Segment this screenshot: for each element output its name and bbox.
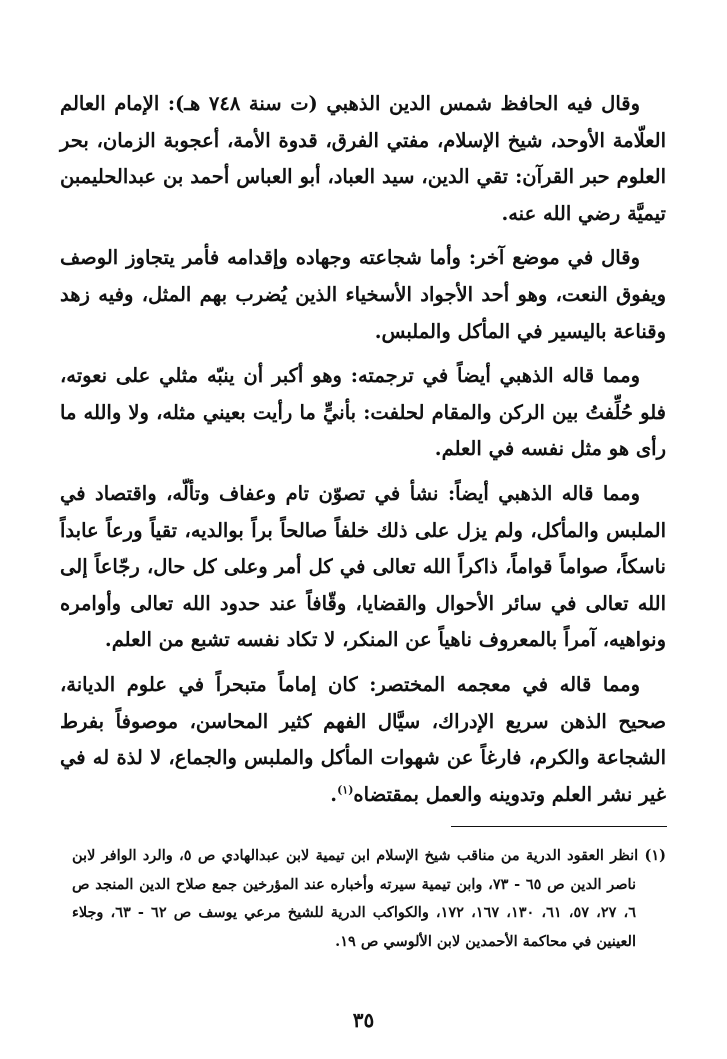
paragraph-mujam-text: ومما قاله في معجمه المختصر: كان إماماً متبحراً في علوم الديانة، صحيح الذهن سريع الإدراك، سيَّال الفهم كثير المحاسن، موصوفاً بفرط الشجاعة والكرم، فارغاً عن شهوات المأكل والملبس والجماع، لا لذة له في غير نشر العلم وتدوينه والعمل بمقتضاه bbox=[60, 672, 666, 806]
body-text bbox=[60, 86, 666, 821]
paragraph-courage: وقال في موضع آخر: وأما شجاعته وجهاده وإقدامه فأمر يتجاوز الوصف ويفوق النعت، وهو أحد الأجواد الأسخياء الذين يُضرب بهم المثل، وفيه زهد وقناعة باليسير في المأكل والملبس. bbox=[60, 246, 666, 343]
paragraph-upbringing: ومما قاله الذهبي أيضاً: نشأ في تصوّن تام وعفاف وتألّه، واقتصاد في الملبس والمأكل، ولم يزل على ذلك خلفاً صالحاً براً بوالديه، تقياً ورعاً عابداً ناسكاً، صواماً قواماً، ذاكراً الله تعالى في كل أمر وعلى كل حال، رجّاعاً إلى الله تعالى في سائر الأحوال والقضايا، وقّافاً عند حدود الله تعالى وأوامره ونواهيه، آمراً بالمعروف ناهياً عن المنكر، لا تكاد نفسه تشبع من العلم. bbox=[60, 481, 666, 652]
paragraph-mujam: ومما قاله في معجمه المختصر: كان إماماً متبحراً في علوم الديانة، صحيح الذهن سريع الإدراك، سيَّال الفهم كثير المحاسن، موصوفاً بفرط الشجاعة والكرم، فارغاً عن شهوات المأكل والملبس والجماع، لا لذة له في غير نشر العلم وتدوينه والعمل بمقتضاه$^{(١)}$. bbox=[60, 672, 666, 806]
page-number: ٣٥ bbox=[352, 1008, 375, 1032]
footnote-separator bbox=[451, 826, 667, 827]
footnote-text: (١) انظر العقود الدرية من مناقب شيخ الإسلام ابن تيمية لابن عبدالهادي ص ٥، والرد الوافر لابن ناصر الدين ص ٦٥ - ٧٣، وابن تيمية سيرته وأخباره عند المؤرخين جمع صلاح الدين المنجد ص ٦، ٢٧، ٥٧، ٦١، ١٣٠، ١٦٧، ١٧٢، والكواكب الدرية للشيخ مرعي يوسف ص ٦٢ - ٦٣، وجلاء العينين في محاكمة الأحمدين لابن الألوسي ص ١٩. bbox=[72, 847, 666, 950]
footnote bbox=[72, 842, 666, 956]
footnote-reference[interactable]: (١) bbox=[337, 783, 354, 797]
paragraph-oath: ومما قاله الذهبي أيضاً في ترجمته: وهو أكبر أن ينبّه مثلي على نعوته، فلو حُلِّفتُ بين الركن والمقام لحلفت: بأنيٍّ ما رأيت بعيني مثله، ولا والله ما رأى هو مثل نفسه في العلم. bbox=[60, 364, 666, 461]
paragraph-dhahabi-praise: وقال فيه الحافظ شمس الدين الذهبي (ت سنة ٧٤٨ هـ): الإمام العالم العلّامة الأوحد، شيخ الإسلام، مفتي الفرق، قدوة الأمة، أعجوبة الزمان، بحر العلوم حبر القرآن: تقي الدين، سيد العباد، أبو العباس أحمد بن عبدالحليمبن تيميَّة رضي الله عنه. bbox=[60, 92, 666, 225]
